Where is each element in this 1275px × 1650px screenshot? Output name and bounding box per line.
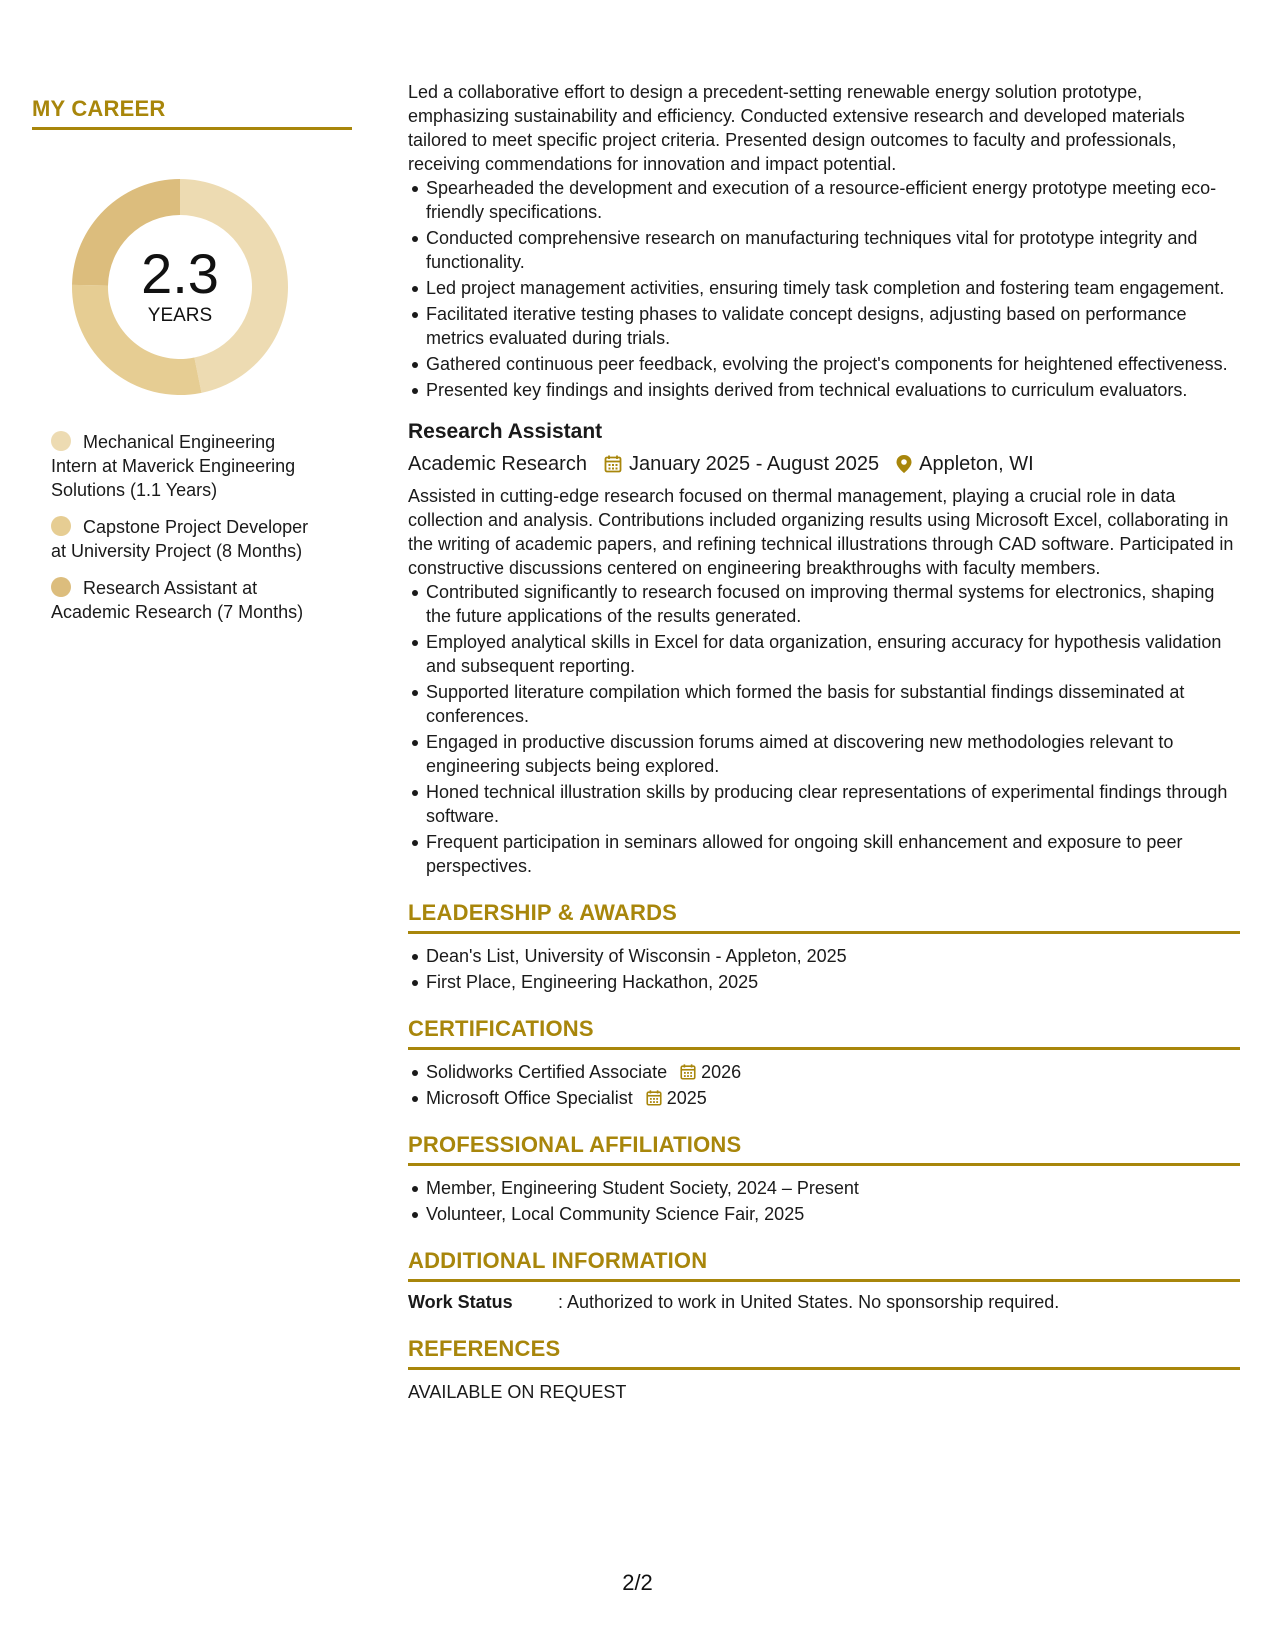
job-dates: January 2025 - August 2025 [628,453,880,475]
cert-year: 2025 [666,1088,707,1108]
job-bullet: Employed analytical skills in Excel for data organization, ensuring accuracy for hypothesis validation and subsequent reporting. [426,630,1240,678]
job-bullets [408,176,1240,402]
job-entry-capstone [408,80,1240,402]
job-bullet: Presented key findings and insights derived from technical evaluations to curriculum evaluators. [426,378,1240,402]
location-pin-icon [895,454,913,474]
job-title: Research Assistant [408,420,603,443]
legend-dot [51,577,71,597]
legend-item [51,515,321,563]
list-item: First Place, Engineering Hackathon, 2025 [426,970,1240,994]
job-description: Assisted in cutting-edge research focused on thermal management, playing a crucial role in data collection and analysis. Contributions included organizing results using Microsoft Excel, collaborating in the writing of academic papers, and refining technical illustrations through CAD software. Participated in constructive discussions centered on engineering breakthroughs with faculty members. [408,486,1234,578]
page-number: 2/2 [622,1570,653,1595]
job-bullet: Conducted comprehensive research on manufacturing techniques vital for prototype integrity and functionality. [426,226,1240,274]
additional-info-title: ADDITIONAL INFORMATION [408,1248,1240,1282]
legend-label: Mechanical Engineering Intern at Maverick Engineering Solutions (1.1 Years) [51,432,296,500]
total-years-unit: YEARS [147,305,213,326]
work-status-row [408,1290,1240,1314]
job-bullet: Supported literature compilation which formed the basis for substantial findings disseminated at conferences. [426,680,1240,728]
list-item: Dean's List, University of Wisconsin - Appleton, 2025 [426,944,1240,968]
cert-name: Solidworks Certified Associate [426,1062,668,1082]
job-bullet: Led project management activities, ensuring timely task completion and fostering team engagement. [426,276,1240,300]
certifications-section [408,1016,1240,1110]
job-company: Academic Research [408,453,587,475]
additional-info-section [408,1248,1240,1314]
list-item [426,1060,1240,1084]
references-section [408,1336,1240,1404]
calendar-icon [679,1063,697,1081]
job-bullet: Spearheaded the development and execution of a resource-efficient energy prototype meeting eco-friendly specifications. [426,176,1240,224]
job-bullet: Honed technical illustration skills by producing clear representations of experimental findings through software. [426,780,1240,828]
legend-label: Capstone Project Developer at University Project (8 Months) [51,517,309,561]
job-bullet: Facilitated iterative testing phases to validate concept designs, adjusting based on performance metrics evaluated during trials. [426,302,1240,350]
total-years-value: 2.3 [141,242,219,305]
career-title: MY CAREER [32,96,352,130]
references-text: AVAILABLE ON REQUEST [408,1382,627,1402]
legend-item [51,430,321,502]
certifications-title: CERTIFICATIONS [408,1016,1240,1050]
cert-year: 2026 [701,1062,742,1082]
affiliations-section [408,1132,1240,1226]
certifications-list [408,1060,1240,1110]
job-bullet: Engaged in productive discussion forums aimed at discovering new methodologies relevant to engineering subjects being explored. [426,730,1240,778]
calendar-icon [603,454,623,474]
work-status-label: Work Status [408,1292,513,1312]
affiliations-title: PROFESSIONAL AFFILIATIONS [408,1132,1240,1166]
donut-center [67,174,293,400]
list-item: Volunteer, Local Community Science Fair, 2025 [426,1202,1240,1226]
leadership-list [408,944,1240,994]
work-status-value: : Authorized to work in United States. No sponsorship required. [558,1292,1060,1312]
legend-dot [51,431,71,451]
job-bullet: Frequent participation in seminars allowed for ongoing skill enhancement and exposure to peer perspectives. [426,830,1240,878]
career-legend [32,430,352,624]
cert-name: Microsoft Office Specialist [426,1088,633,1108]
job-entry-research-assistant [408,418,1240,878]
job-bullet: Contributed significantly to research focused on improving thermal systems for electronics, shaping the future applications of the results generated. [426,580,1240,628]
leadership-title: LEADERSHIP & AWARDS [408,900,1240,934]
references-title: REFERENCES [408,1336,1240,1370]
list-item [426,1086,1240,1110]
job-location: Appleton, WI [919,453,1034,475]
affiliations-list [408,1176,1240,1226]
calendar-icon [645,1089,663,1107]
list-item: Member, Engineering Student Society, 2024 – Present [426,1176,1240,1200]
legend-dot [51,516,71,536]
legend-label: Research Assistant at Academic Research (7 Months) [51,578,304,622]
leadership-section [408,900,1240,994]
legend-item [51,576,321,624]
job-meta [408,450,1240,478]
career-sidebar [32,96,352,637]
job-description: Led a collaborative effort to design a precedent-setting renewable energy solution prototype, emphasizing sustainability and efficiency. Conducted extensive research and developed materials tailored to meet specific project criteria. Presented design outcomes to faculty and professionals, receiving commendations for innovation and impact potential. [408,82,1185,174]
career-donut-chart [67,174,293,400]
job-bullets [408,580,1240,878]
job-bullet: Gathered continuous peer feedback, evolving the project's components for heightened effectiveness. [426,352,1240,376]
main-column [408,80,1240,1404]
